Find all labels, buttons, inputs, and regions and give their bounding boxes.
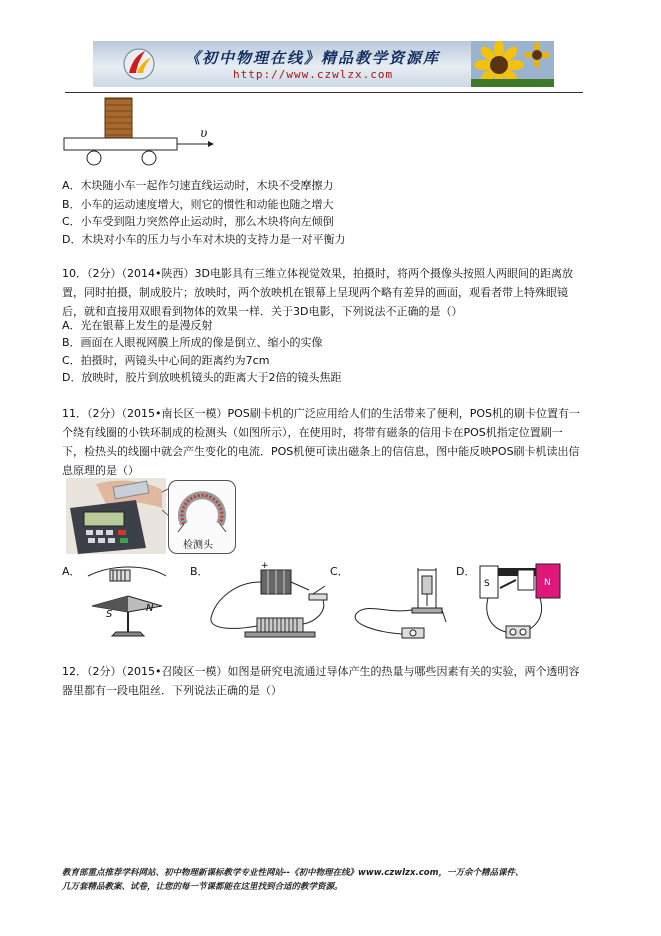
pos-machine-photo <box>66 478 166 554</box>
q11-option-a-label: A． <box>62 565 81 578</box>
header-banner <box>93 41 554 87</box>
compass-south-label: S <box>106 609 113 620</box>
option-b-circuit-figure <box>205 560 333 644</box>
svg-text:S: S <box>484 579 490 589</box>
footer-line-1: 教育部重点推荐学科网站、初中物理新课标教学专业性网站--《初中物理在线》www.czwlzx.com，一万余个精品课件、 <box>62 868 524 878</box>
site-logo <box>121 47 157 81</box>
q9-option-c: C．小车受到阻力突然停止运动时，那么木块将向左倾倒 <box>62 215 334 228</box>
svg-text:+: + <box>261 561 269 571</box>
footer-line-2: 几万套精品教案、试卷，让您的每一节课都能在这里找到合适的教学资源。 <box>62 882 343 892</box>
banner-url: http://www.czwlzx.com <box>233 68 394 81</box>
compass-north-label: N <box>146 603 154 614</box>
option-c-apparatus-figure <box>346 562 450 644</box>
coil-ring-icon <box>175 484 229 534</box>
detector-head-caption: 检测头 <box>183 540 213 551</box>
cart-block-figure <box>62 96 222 166</box>
page-footer <box>62 866 602 894</box>
svg-text:N: N <box>544 578 551 588</box>
q10-option-b: B．画面在人眼视网膜上所成的像是倒立、缩小的实像 <box>62 336 323 349</box>
q10-stem: 10．（2分）（2014•陕西）3D电影具有三维立体视觉效果，拍摄时，将两个摄像头按照人两眼间的距离放置，同时拍摄，制成胶片；放映时，两个放映机在银幕上呈现两个略有差异的画面，观看者带上特殊眼镜后，就和直接用双眼看到物体的效果一样．关于3D电影，下列说法不正确的是（） <box>62 267 573 318</box>
velocity-label: υ <box>200 126 208 140</box>
banner-title: 《初中物理在线》精品教学资源库 <box>185 49 441 67</box>
q11-option-d-label: D． <box>456 565 476 578</box>
option-d-magnet-figure <box>470 558 580 644</box>
detector-head-figure <box>168 480 236 554</box>
q11-option-c-label: C． <box>330 565 349 578</box>
q9-option-d: D．木块对小车的压力与小车对木块的支持力是一对平衡力 <box>62 233 346 246</box>
q10-option-d: D．放映时，胶片到放映机镜头的距离大于2倍的镜头焦距 <box>62 371 342 384</box>
q9-option-b: B．小车的运动速度增大，则它的惯性和动能也随之增大 <box>62 198 334 211</box>
header-rule <box>65 92 583 93</box>
q9-option-a: A．木块随小车一起作匀速直线运动时，木块不受摩擦力 <box>62 179 334 192</box>
q10-option-a: A．光在银幕上发生的是漫反射 <box>62 319 213 332</box>
q11-option-b-label: B． <box>190 565 209 578</box>
q11-stem: 11．（2分）（2015•南长区一模）POS刷卡机的广泛应用给人们的生活带来了便利，POS机的刷卡位置有一个绕有线圈的小铁环制成的检测头（如图所示），在使用时，将带有磁条的信用卡在POS机指定位置刷一下，检热头的线圈中就会产生变化的电流．POS机便可读出磁条上的信信息，图中能反映POS刷卡机读出信息原理的是（） <box>62 407 581 477</box>
q10-option-c: C．拍摄时，两镜头中心间的距离约为7cm <box>62 354 270 367</box>
q12-stem: 12．（2分）（2015•召陵区一模）如图是研究电流通过导体产生的热量与哪些因素有关的实验，两个透明容器里都有一段电阻丝．下列说法正确的是（） <box>62 665 580 697</box>
sunflower-image <box>471 41 554 87</box>
option-a-compass-figure <box>82 562 172 642</box>
